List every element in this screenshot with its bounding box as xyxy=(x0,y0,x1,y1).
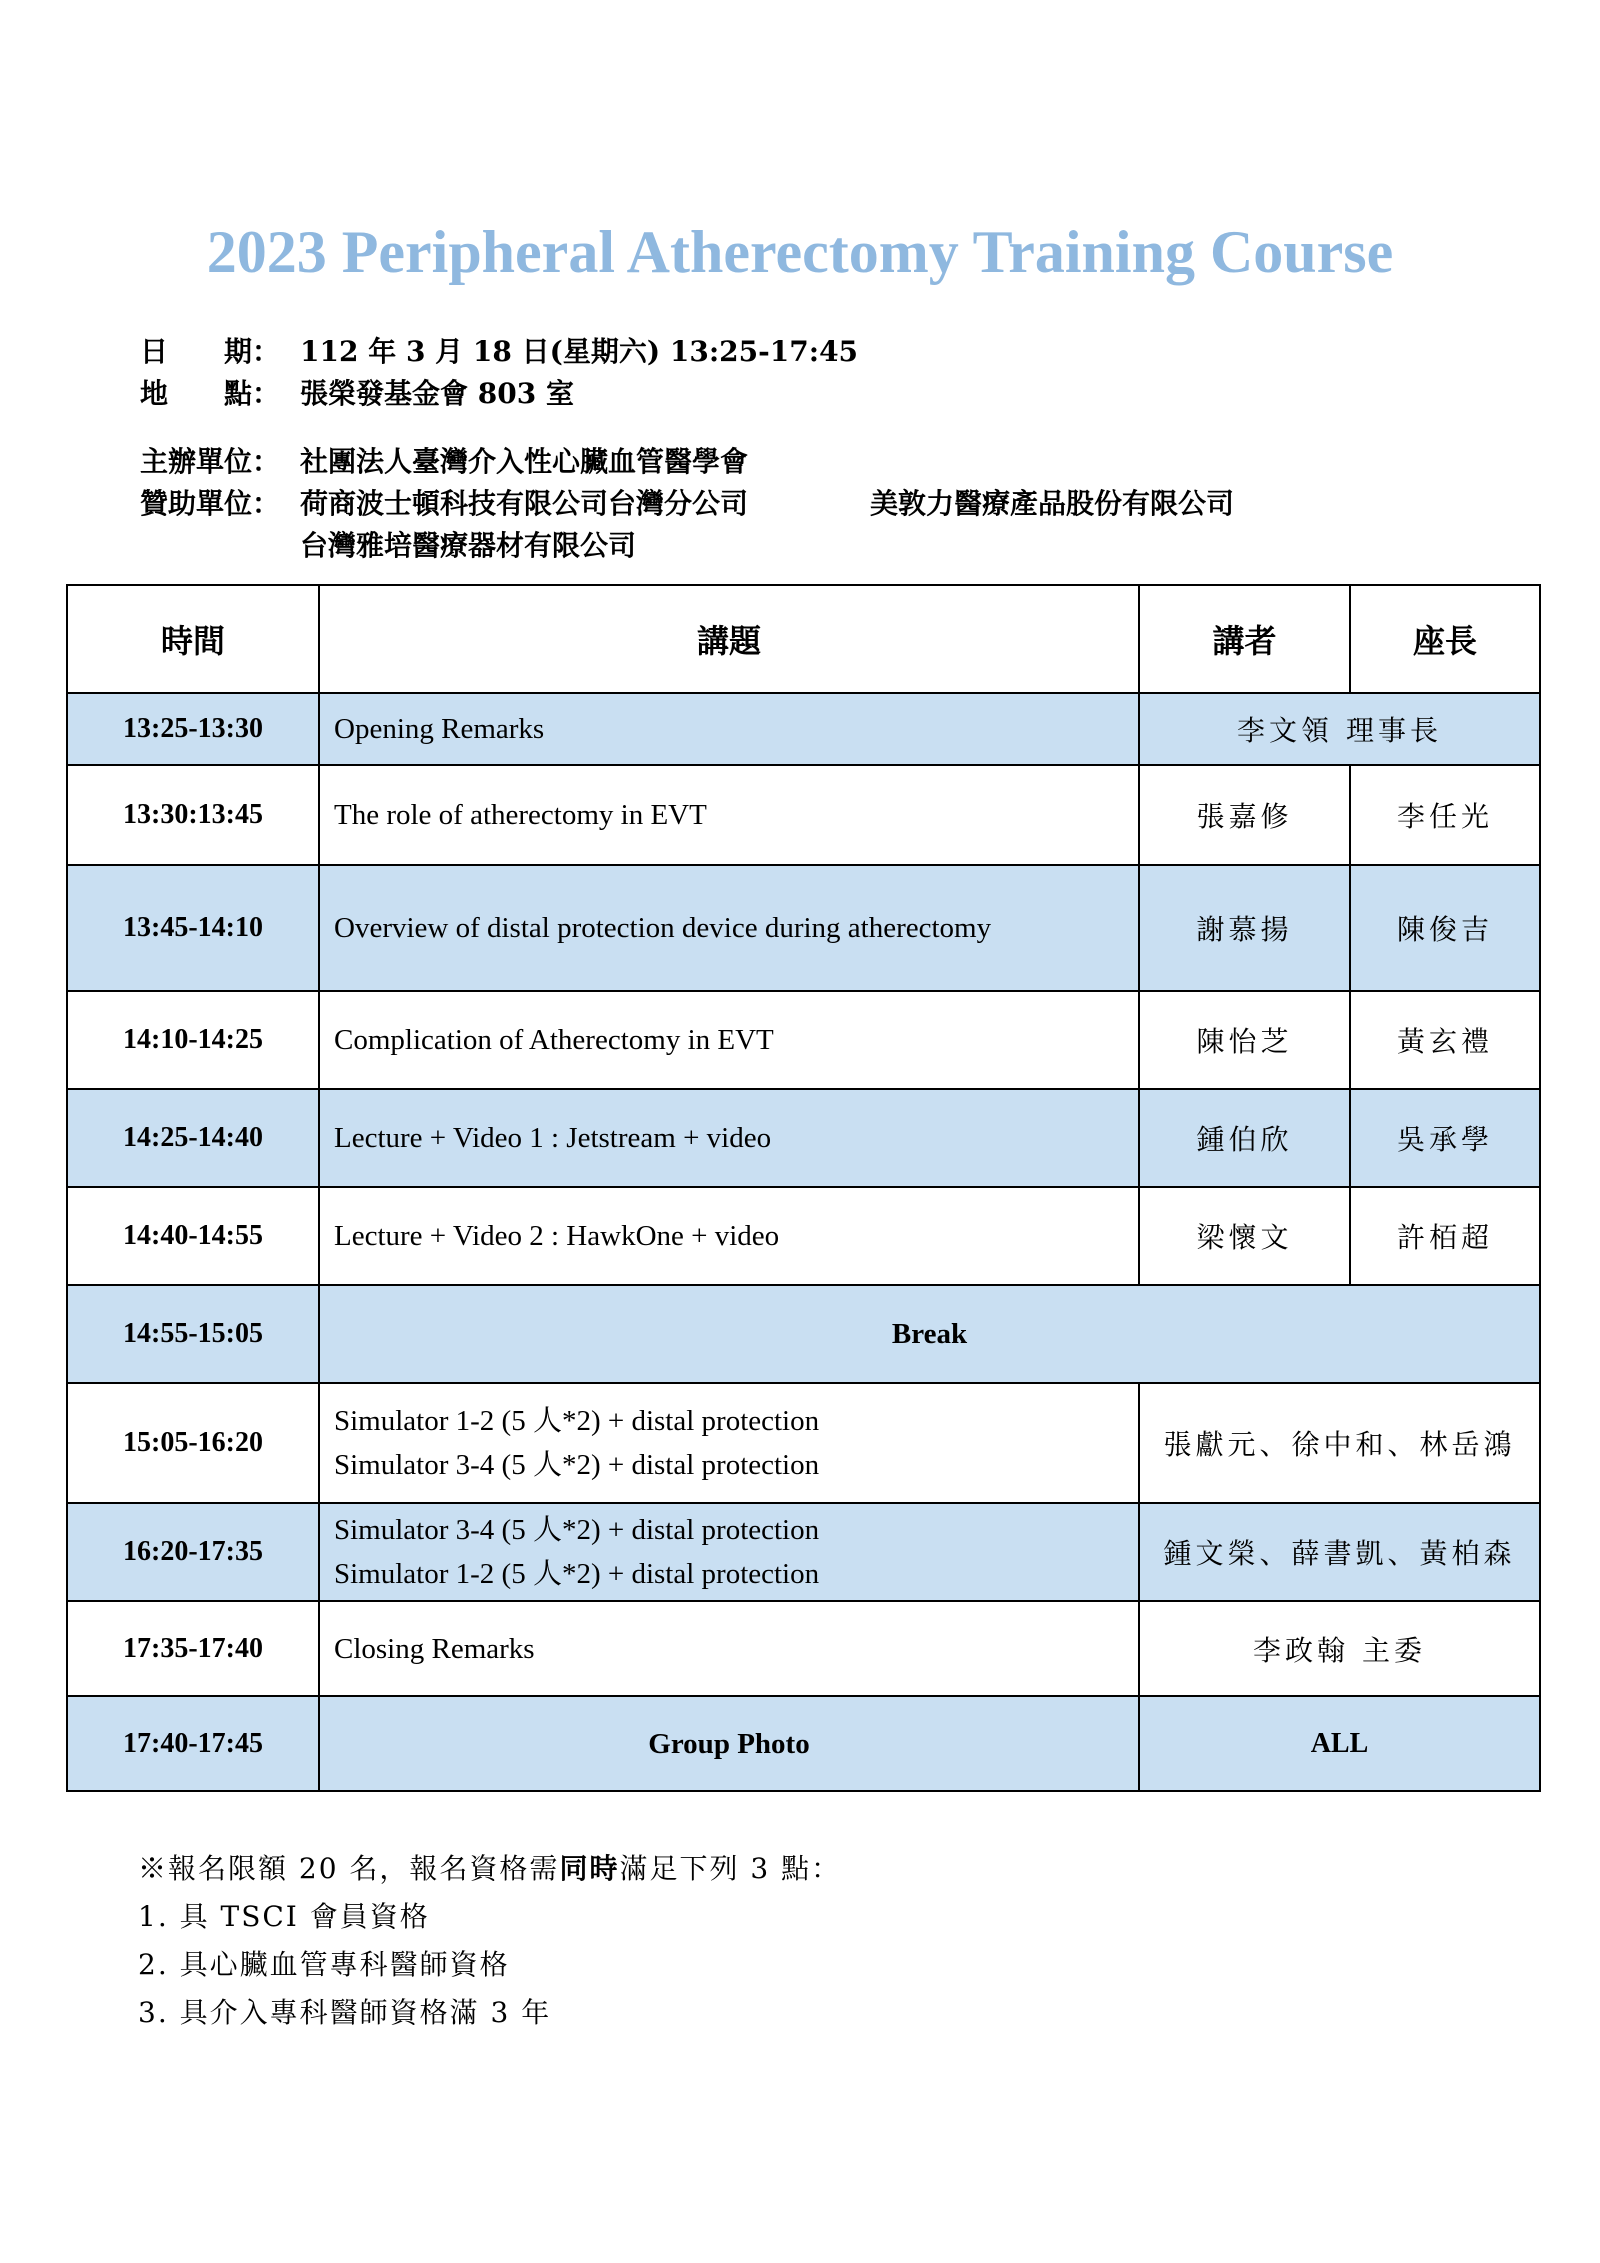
sponsor-value-3: 台灣雅培醫療器材有限公司 xyxy=(300,529,637,562)
row-instructors: 鍾文榮、薛書凱、黃柏森 xyxy=(1139,1503,1540,1601)
row-speaker: 謝慕揚 xyxy=(1139,865,1350,991)
row-time: 14:10-14:25 xyxy=(67,991,319,1089)
schedule-table xyxy=(66,584,1541,1792)
header-time: 時間 xyxy=(67,585,319,693)
place-value: 張榮發基金會 803 室 xyxy=(300,377,574,410)
row-time: 14:25-14:40 xyxy=(67,1089,319,1187)
sponsor-line xyxy=(140,482,1235,522)
table-row xyxy=(67,765,1540,865)
row-speaker: 張嘉修 xyxy=(1139,765,1350,865)
date-value: 112 年 3 月 18 日(星期六) 13:25-17:45 xyxy=(300,335,859,368)
table-row xyxy=(67,693,1540,765)
sponsor-label: 贊助單位： xyxy=(140,487,281,520)
page-title: 2023 Peripheral Atherectomy Training Course xyxy=(206,219,1394,285)
row-instructors: 張獻元、徐中和、林岳鴻 xyxy=(1139,1383,1540,1503)
organizer-value: 社團法人臺灣介入性心臟血管醫學會 xyxy=(300,445,749,478)
row-topic: Lecture + Video 1 : Jetstream + video xyxy=(319,1089,1139,1187)
sponsor-line-2 xyxy=(140,524,636,564)
row-topic xyxy=(319,1383,1139,1503)
row-topic: Lecture + Video 2 : HawkOne + video xyxy=(319,1187,1139,1285)
row-time: 17:40-17:45 xyxy=(67,1696,319,1791)
table-row xyxy=(67,865,1540,991)
organizer-line xyxy=(140,440,748,480)
row-time: 17:35-17:40 xyxy=(67,1601,319,1696)
table-row xyxy=(67,1187,1540,1285)
row-topic: Group Photo xyxy=(319,1696,1139,1791)
notes-emphasis: 同時 xyxy=(559,1852,620,1885)
header-speaker: 講者 xyxy=(1139,585,1350,693)
table-row xyxy=(67,1696,1540,1791)
table-row-break xyxy=(67,1285,1540,1383)
date-line xyxy=(140,330,858,370)
header-topic: 講題 xyxy=(319,585,1139,693)
table-row xyxy=(67,1601,1540,1696)
row-topic-line: Simulator 1-2 (5 人*2) + distal protection xyxy=(334,1558,820,1590)
table-row xyxy=(67,1383,1540,1503)
row-topic: Overview of distal protection device during atherectomy xyxy=(319,865,1139,991)
header-chair: 座長 xyxy=(1350,585,1540,693)
row-host: 李文領 理事長 xyxy=(1139,693,1540,765)
row-topic: Closing Remarks xyxy=(319,1601,1139,1696)
notes-item: 3. 具介入專科醫師資格滿 3 年 xyxy=(138,1996,552,2029)
row-chair: 黃玄禮 xyxy=(1350,991,1540,1089)
notes-intro: ※報名限額 20 名，報名資格需同時滿足下列 3 點： xyxy=(138,1852,842,1885)
row-chair: 陳俊吉 xyxy=(1350,865,1540,991)
row-host: 李政翰 主委 xyxy=(1139,1601,1540,1696)
table-header-row xyxy=(67,585,1540,693)
date-label: 日 期： xyxy=(140,335,281,368)
row-topic: Opening Remarks xyxy=(319,693,1139,765)
notes-item: 1. 具 TSCI 會員資格 xyxy=(138,1900,430,1933)
sponsor-value-1: 荷商波士頓科技有限公司台灣分公司 xyxy=(300,487,749,520)
row-time: 15:05-16:20 xyxy=(67,1383,319,1503)
row-time: 14:40-14:55 xyxy=(67,1187,319,1285)
row-time: 13:45-14:10 xyxy=(67,865,319,991)
row-time: 13:30:13:45 xyxy=(67,765,319,865)
row-chair: 李任光 xyxy=(1350,765,1540,865)
row-time: 16:20-17:35 xyxy=(67,1503,319,1601)
row-chair: 許栢超 xyxy=(1350,1187,1540,1285)
row-time: 14:55-15:05 xyxy=(67,1285,319,1383)
row-speaker: 梁懷文 xyxy=(1139,1187,1350,1285)
place-label: 地 點： xyxy=(140,377,281,410)
row-topic-line: Simulator 3-4 (5 人*2) + distal protection xyxy=(334,1449,820,1481)
row-topic-line: Simulator 3-4 (5 人*2) + distal protection xyxy=(334,1514,820,1546)
row-break: Break xyxy=(319,1285,1540,1383)
row-topic-line: Simulator 1-2 (5 人*2) + distal protection xyxy=(334,1405,820,1437)
row-time: 13:25-13:30 xyxy=(67,693,319,765)
organizer-label: 主辦單位： xyxy=(140,445,281,478)
row-topic: Complication of Atherectomy in EVT xyxy=(319,991,1139,1089)
sponsor-value-2: 美敦力醫療產品股份有限公司 xyxy=(870,487,1235,520)
row-speaker: 鍾伯欣 xyxy=(1139,1089,1350,1187)
notes-item: 2. 具心臟血管專科醫師資格 xyxy=(138,1948,510,1981)
row-speaker: 陳怡芝 xyxy=(1139,991,1350,1089)
row-chair: 吳承學 xyxy=(1350,1089,1540,1187)
row-topic: The role of atherectomy in EVT xyxy=(319,765,1139,865)
row-host: ALL xyxy=(1139,1696,1540,1791)
place-line xyxy=(140,372,574,412)
row-topic xyxy=(319,1503,1139,1601)
registration-notes xyxy=(138,1845,841,2037)
table-row xyxy=(67,1503,1540,1601)
table-row xyxy=(67,991,1540,1089)
table-row xyxy=(67,1089,1540,1187)
